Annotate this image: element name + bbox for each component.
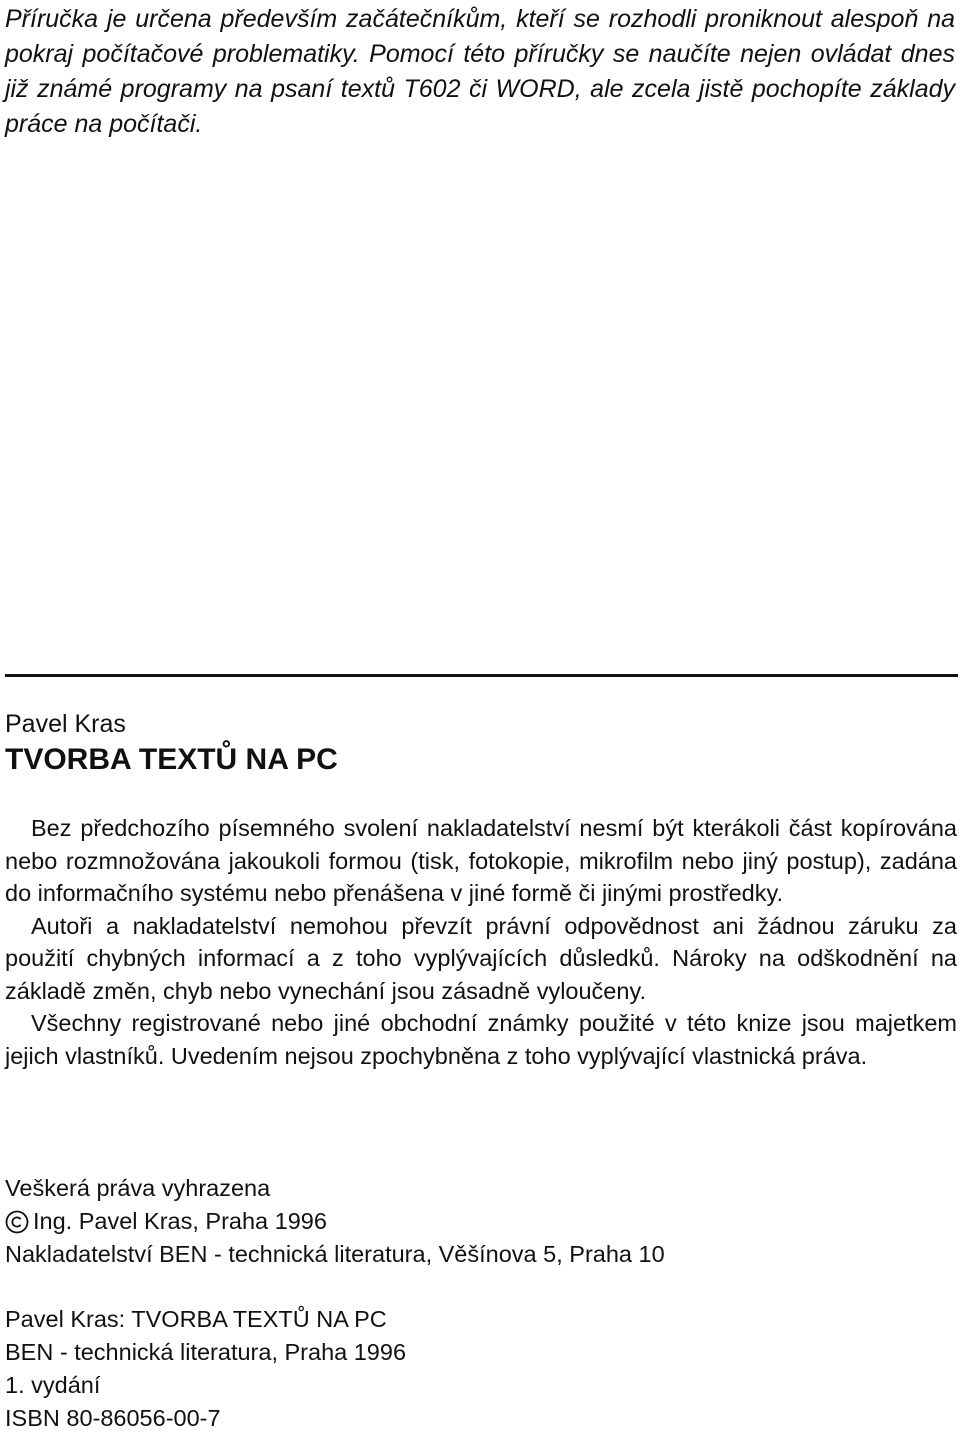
imprint-publisher: BEN - technická literatura, Praha 1996	[5, 1339, 407, 1365]
copyright-text: Ing. Pavel Kras, Praha 1996	[33, 1208, 327, 1234]
legal-notice	[5, 812, 957, 1072]
rights-reserved: Veškerá práva vyhrazena	[5, 1175, 271, 1201]
book-title: TVORBA TEXTŮ NA PC	[5, 743, 338, 776]
copyright-line	[5, 1205, 665, 1238]
imprint-edition: 1. vydání	[5, 1372, 101, 1398]
author-name: Pavel Kras	[5, 710, 126, 738]
legal-paragraph: Bez předchozího písemného svolení nakladatelství nesmí být kterákoli část kopírována nebo rozmnožována jakoukoli formou (tisk, fotokopie, mikrofilm nebo jiný postup), zadána do informačního systému nebo přenášena v jiné formě či jinými prostředky.	[5, 815, 957, 906]
imprint-isbn: ISBN 80-86056-00-7	[5, 1405, 221, 1431]
legal-paragraph: Všechny registrované nebo jiné obchodní známky použité v této knize jsou majetkem jejich vlastníků. Uvedením nejsou zpochybněna z toho vyplývající vlastnická práva.	[5, 1010, 957, 1069]
legal-paragraph: Autoři a nakladatelství nemohou převzít právní odpovědnost ani žádnou záruku za použití chybných informací a z toho vyplývajících důsledků. Nároky na odškodnění na základě změn, chyb nebo vynechání jsou zásadně vyloučeny.	[5, 912, 957, 1004]
intro-paragraph: Příručka je určena především začátečníkům, kteří se rozhodli proniknout alespoň na pokraj počítačové problematiky. Pomocí této příručky se naučíte nejen ovládat dnes již známé programy na psaní textů T602 či WORD, ale zcela jistě pochopíte základy práce na počítači.	[5, 5, 955, 138]
imprint-title: Pavel Kras: TVORBA TEXTŮ NA PC	[5, 1306, 387, 1332]
publisher-address: Nakladatelství BEN - technická literatura, Věšínova 5, Praha 10	[5, 1241, 665, 1267]
horizontal-divider	[5, 674, 958, 677]
imprint-block	[5, 1303, 406, 1435]
copyright-icon	[5, 1210, 29, 1234]
rights-block	[5, 1172, 665, 1271]
